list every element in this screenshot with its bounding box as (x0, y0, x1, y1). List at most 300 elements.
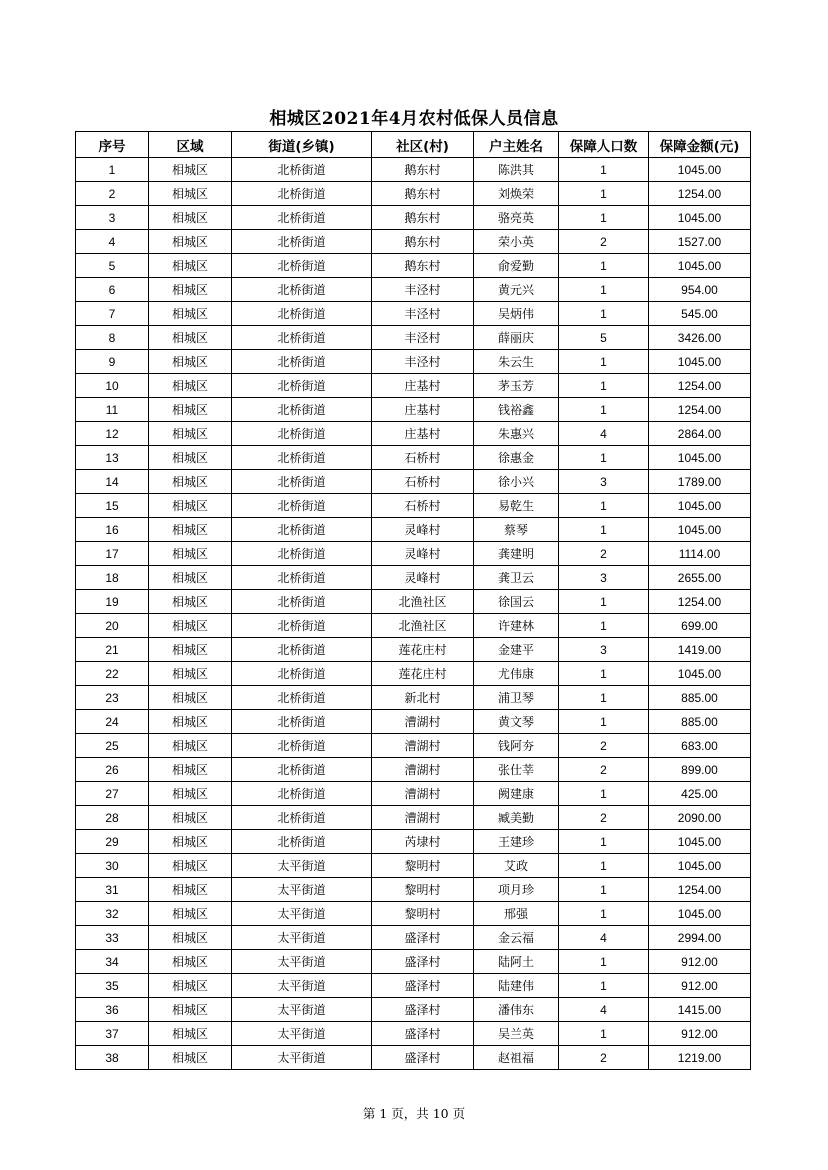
householder-cell: 钱裕鑫 (474, 398, 559, 422)
amount-cell: 1045.00 (649, 518, 751, 542)
column-header-amount: 保障金额(元) (649, 132, 751, 158)
covered-persons-cell: 2 (559, 542, 649, 566)
householder-cell: 蔡琴 (474, 518, 559, 542)
subdistrict-cell: 北桥街道 (232, 614, 372, 638)
covered-persons-cell: 4 (559, 422, 649, 446)
amount-cell: 954.00 (649, 278, 751, 302)
community-cell: 灵峰村 (372, 518, 474, 542)
table-row (76, 494, 751, 518)
householder-cell: 黄文琴 (474, 710, 559, 734)
subdistrict-cell: 北桥街道 (232, 326, 372, 350)
table-row (76, 1046, 751, 1070)
householder-cell: 易乾生 (474, 494, 559, 518)
subdistrict-cell: 北桥街道 (232, 350, 372, 374)
householder-cell: 陈洪其 (474, 158, 559, 182)
covered-persons-cell: 1 (559, 182, 649, 206)
householder-cell: 吴炳伟 (474, 302, 559, 326)
covered-persons-cell: 1 (559, 206, 649, 230)
community-cell: 莲花庄村 (372, 662, 474, 686)
householder-cell: 张仕莘 (474, 758, 559, 782)
table-row (76, 950, 751, 974)
community-cell: 盛泽村 (372, 1022, 474, 1046)
amount-cell: 2864.00 (649, 422, 751, 446)
community-cell: 石桥村 (372, 446, 474, 470)
subsistence-roster-table (75, 131, 751, 1070)
serial-cell: 33 (76, 926, 149, 950)
householder-cell: 陆建伟 (474, 974, 559, 998)
subdistrict-cell: 北桥街道 (232, 254, 372, 278)
covered-persons-cell: 1 (559, 878, 649, 902)
serial-cell: 37 (76, 1022, 149, 1046)
amount-cell: 1114.00 (649, 542, 751, 566)
serial-cell: 19 (76, 590, 149, 614)
serial-cell: 36 (76, 998, 149, 1022)
amount-cell: 1415.00 (649, 998, 751, 1022)
community-cell: 漕湖村 (372, 806, 474, 830)
subdistrict-cell: 北桥街道 (232, 398, 372, 422)
covered-persons-cell: 1 (559, 902, 649, 926)
serial-cell: 13 (76, 446, 149, 470)
serial-cell: 4 (76, 230, 149, 254)
householder-cell: 茅玉芳 (474, 374, 559, 398)
district-cell: 相城区 (149, 350, 232, 374)
amount-cell: 1045.00 (649, 206, 751, 230)
householder-cell: 朱惠兴 (474, 422, 559, 446)
covered-persons-cell: 1 (559, 590, 649, 614)
community-cell: 黎明村 (372, 902, 474, 926)
serial-cell: 20 (76, 614, 149, 638)
subdistrict-cell: 北桥街道 (232, 566, 372, 590)
district-cell: 相城区 (149, 974, 232, 998)
table-row (76, 158, 751, 182)
community-cell: 丰泾村 (372, 302, 474, 326)
table-row (76, 326, 751, 350)
covered-persons-cell: 1 (559, 398, 649, 422)
table-row (76, 470, 751, 494)
householder-cell: 金建平 (474, 638, 559, 662)
amount-cell: 1789.00 (649, 470, 751, 494)
table-row (76, 206, 751, 230)
district-cell: 相城区 (149, 590, 232, 614)
subdistrict-cell: 北桥街道 (232, 686, 372, 710)
district-cell: 相城区 (149, 638, 232, 662)
serial-cell: 9 (76, 350, 149, 374)
column-header-serial: 序号 (76, 132, 149, 158)
community-cell: 黎明村 (372, 878, 474, 902)
district-cell: 相城区 (149, 614, 232, 638)
covered-persons-cell: 2 (559, 1046, 649, 1070)
district-cell: 相城区 (149, 710, 232, 734)
serial-cell: 17 (76, 542, 149, 566)
serial-cell: 24 (76, 710, 149, 734)
column-header-community: 社区(村) (372, 132, 474, 158)
subdistrict-cell: 北桥街道 (232, 830, 372, 854)
serial-cell: 27 (76, 782, 149, 806)
district-cell: 相城区 (149, 494, 232, 518)
serial-cell: 8 (76, 326, 149, 350)
district-cell: 相城区 (149, 302, 232, 326)
district-cell: 相城区 (149, 686, 232, 710)
community-cell: 鹅东村 (372, 230, 474, 254)
community-cell: 丰泾村 (372, 278, 474, 302)
subdistrict-cell: 北桥街道 (232, 494, 372, 518)
subdistrict-cell: 北桥街道 (232, 182, 372, 206)
table-row (76, 302, 751, 326)
community-cell: 鹅东村 (372, 206, 474, 230)
amount-cell: 425.00 (649, 782, 751, 806)
householder-cell: 钱阿夯 (474, 734, 559, 758)
covered-persons-cell: 1 (559, 518, 649, 542)
amount-cell: 885.00 (649, 686, 751, 710)
covered-persons-cell: 1 (559, 158, 649, 182)
amount-cell: 3426.00 (649, 326, 751, 350)
amount-cell: 1527.00 (649, 230, 751, 254)
column-header-subdistrict: 街道(乡镇) (232, 132, 372, 158)
covered-persons-cell: 1 (559, 278, 649, 302)
serial-cell: 3 (76, 206, 149, 230)
subdistrict-cell: 北桥街道 (232, 158, 372, 182)
householder-cell: 阙建康 (474, 782, 559, 806)
table-row (76, 734, 751, 758)
district-cell: 相城区 (149, 734, 232, 758)
community-cell: 漕湖村 (372, 710, 474, 734)
amount-cell: 699.00 (649, 614, 751, 638)
district-cell: 相城区 (149, 230, 232, 254)
householder-cell: 艾政 (474, 854, 559, 878)
district-cell: 相城区 (149, 1046, 232, 1070)
covered-persons-cell: 2 (559, 758, 649, 782)
householder-cell: 邢强 (474, 902, 559, 926)
serial-cell: 2 (76, 182, 149, 206)
table-row (76, 230, 751, 254)
table-row (76, 878, 751, 902)
covered-persons-cell: 1 (559, 494, 649, 518)
subdistrict-cell: 太平街道 (232, 854, 372, 878)
householder-cell: 潘伟东 (474, 998, 559, 1022)
district-cell: 相城区 (149, 998, 232, 1022)
table-header-row (76, 132, 751, 158)
householder-cell: 许建林 (474, 614, 559, 638)
covered-persons-cell: 1 (559, 950, 649, 974)
subdistrict-cell: 北桥街道 (232, 422, 372, 446)
table-row (76, 686, 751, 710)
subdistrict-cell: 北桥街道 (232, 374, 372, 398)
covered-persons-cell: 1 (559, 662, 649, 686)
amount-cell: 1219.00 (649, 1046, 751, 1070)
subdistrict-cell: 太平街道 (232, 926, 372, 950)
householder-cell: 金云福 (474, 926, 559, 950)
community-cell: 灵峰村 (372, 542, 474, 566)
householder-cell: 俞爱勤 (474, 254, 559, 278)
householder-cell: 刘焕荣 (474, 182, 559, 206)
amount-cell: 1045.00 (649, 830, 751, 854)
serial-cell: 38 (76, 1046, 149, 1070)
subdistrict-cell: 太平街道 (232, 950, 372, 974)
covered-persons-cell: 1 (559, 710, 649, 734)
serial-cell: 16 (76, 518, 149, 542)
serial-cell: 10 (76, 374, 149, 398)
serial-cell: 28 (76, 806, 149, 830)
covered-persons-cell: 1 (559, 302, 649, 326)
subdistrict-cell: 北桥街道 (232, 758, 372, 782)
table-row (76, 446, 751, 470)
community-cell: 北渔社区 (372, 590, 474, 614)
table-row (76, 542, 751, 566)
district-cell: 相城区 (149, 662, 232, 686)
householder-cell: 徐国云 (474, 590, 559, 614)
table-row (76, 518, 751, 542)
covered-persons-cell: 1 (559, 350, 649, 374)
community-cell: 庄基村 (372, 374, 474, 398)
subdistrict-cell: 北桥街道 (232, 278, 372, 302)
community-cell: 丰泾村 (372, 326, 474, 350)
covered-persons-cell: 3 (559, 566, 649, 590)
table-row (76, 806, 751, 830)
community-cell: 新北村 (372, 686, 474, 710)
amount-cell: 2655.00 (649, 566, 751, 590)
amount-cell: 899.00 (649, 758, 751, 782)
district-cell: 相城区 (149, 398, 232, 422)
householder-cell: 徐惠金 (474, 446, 559, 470)
covered-persons-cell: 1 (559, 254, 649, 278)
subdistrict-cell: 北桥街道 (232, 542, 372, 566)
community-cell: 庄基村 (372, 422, 474, 446)
district-cell: 相城区 (149, 518, 232, 542)
serial-cell: 14 (76, 470, 149, 494)
subdistrict-cell: 太平街道 (232, 1046, 372, 1070)
table-row (76, 710, 751, 734)
serial-cell: 7 (76, 302, 149, 326)
subdistrict-cell: 北桥街道 (232, 302, 372, 326)
householder-cell: 徐小兴 (474, 470, 559, 494)
serial-cell: 15 (76, 494, 149, 518)
householder-cell: 陆阿土 (474, 950, 559, 974)
subdistrict-cell: 太平街道 (232, 878, 372, 902)
subdistrict-cell: 太平街道 (232, 974, 372, 998)
householder-cell: 项月珍 (474, 878, 559, 902)
amount-cell: 1254.00 (649, 182, 751, 206)
householder-cell: 龚卫云 (474, 566, 559, 590)
table-row (76, 350, 751, 374)
covered-persons-cell: 1 (559, 686, 649, 710)
amount-cell: 1045.00 (649, 854, 751, 878)
district-cell: 相城区 (149, 182, 232, 206)
covered-persons-cell: 1 (559, 1022, 649, 1046)
serial-cell: 26 (76, 758, 149, 782)
serial-cell: 22 (76, 662, 149, 686)
amount-cell: 1254.00 (649, 398, 751, 422)
serial-cell: 1 (76, 158, 149, 182)
amount-cell: 1045.00 (649, 902, 751, 926)
amount-cell: 545.00 (649, 302, 751, 326)
amount-cell: 2090.00 (649, 806, 751, 830)
district-cell: 相城区 (149, 374, 232, 398)
householder-cell: 吴兰英 (474, 1022, 559, 1046)
covered-persons-cell: 1 (559, 854, 649, 878)
community-cell: 灵峰村 (372, 566, 474, 590)
district-cell: 相城区 (149, 1022, 232, 1046)
community-cell: 石桥村 (372, 494, 474, 518)
district-cell: 相城区 (149, 470, 232, 494)
table-row (76, 998, 751, 1022)
amount-cell: 1254.00 (649, 878, 751, 902)
district-cell: 相城区 (149, 542, 232, 566)
covered-persons-cell: 1 (559, 374, 649, 398)
table-row (76, 422, 751, 446)
householder-cell: 臧美勤 (474, 806, 559, 830)
subdistrict-cell: 北桥街道 (232, 470, 372, 494)
table-row (76, 902, 751, 926)
serial-cell: 31 (76, 878, 149, 902)
subdistrict-cell: 北桥街道 (232, 518, 372, 542)
community-cell: 鹅东村 (372, 254, 474, 278)
table-row (76, 566, 751, 590)
table-row (76, 1022, 751, 1046)
column-header-covered-persons: 保障人口数 (559, 132, 649, 158)
covered-persons-cell: 2 (559, 734, 649, 758)
district-cell: 相城区 (149, 158, 232, 182)
householder-cell: 龚建明 (474, 542, 559, 566)
table-row (76, 254, 751, 278)
householder-cell: 薛丽庆 (474, 326, 559, 350)
householder-cell: 黄元兴 (474, 278, 559, 302)
covered-persons-cell: 1 (559, 446, 649, 470)
subdistrict-cell: 北桥街道 (232, 590, 372, 614)
table-row (76, 398, 751, 422)
amount-cell: 885.00 (649, 710, 751, 734)
district-cell: 相城区 (149, 422, 232, 446)
subdistrict-cell: 北桥街道 (232, 638, 372, 662)
district-cell: 相城区 (149, 326, 232, 350)
serial-cell: 6 (76, 278, 149, 302)
subdistrict-cell: 北桥街道 (232, 206, 372, 230)
serial-cell: 25 (76, 734, 149, 758)
district-cell: 相城区 (149, 926, 232, 950)
serial-cell: 34 (76, 950, 149, 974)
serial-cell: 11 (76, 398, 149, 422)
covered-persons-cell: 3 (559, 470, 649, 494)
covered-persons-cell: 4 (559, 926, 649, 950)
serial-cell: 5 (76, 254, 149, 278)
serial-cell: 35 (76, 974, 149, 998)
community-cell: 漕湖村 (372, 734, 474, 758)
table-row (76, 974, 751, 998)
covered-persons-cell: 1 (559, 974, 649, 998)
covered-persons-cell: 2 (559, 806, 649, 830)
householder-cell: 骆亮英 (474, 206, 559, 230)
subdistrict-cell: 北桥街道 (232, 782, 372, 806)
serial-cell: 12 (76, 422, 149, 446)
householder-cell: 尤伟康 (474, 662, 559, 686)
district-cell: 相城区 (149, 446, 232, 470)
amount-cell: 1254.00 (649, 374, 751, 398)
amount-cell: 912.00 (649, 974, 751, 998)
covered-persons-cell: 3 (559, 638, 649, 662)
householder-cell: 浦卫琴 (474, 686, 559, 710)
community-cell: 丰泾村 (372, 350, 474, 374)
amount-cell: 1045.00 (649, 254, 751, 278)
amount-cell: 1045.00 (649, 662, 751, 686)
serial-cell: 30 (76, 854, 149, 878)
table-row (76, 374, 751, 398)
column-header-district: 区域 (149, 132, 232, 158)
covered-persons-cell: 5 (559, 326, 649, 350)
district-cell: 相城区 (149, 902, 232, 926)
amount-cell: 1045.00 (649, 350, 751, 374)
community-cell: 庄基村 (372, 398, 474, 422)
district-cell: 相城区 (149, 254, 232, 278)
amount-cell: 912.00 (649, 1022, 751, 1046)
subdistrict-cell: 北桥街道 (232, 446, 372, 470)
serial-cell: 32 (76, 902, 149, 926)
serial-cell: 23 (76, 686, 149, 710)
district-cell: 相城区 (149, 782, 232, 806)
amount-cell: 1045.00 (649, 446, 751, 470)
community-cell: 盛泽村 (372, 1046, 474, 1070)
table-row (76, 590, 751, 614)
subdistrict-cell: 北桥街道 (232, 662, 372, 686)
householder-cell: 赵祖福 (474, 1046, 559, 1070)
serial-cell: 18 (76, 566, 149, 590)
district-cell: 相城区 (149, 854, 232, 878)
district-cell: 相城区 (149, 758, 232, 782)
amount-cell: 683.00 (649, 734, 751, 758)
district-cell: 相城区 (149, 566, 232, 590)
householder-cell: 朱云生 (474, 350, 559, 374)
community-cell: 鹅东村 (372, 158, 474, 182)
covered-persons-cell: 1 (559, 830, 649, 854)
column-header-householder: 户主姓名 (474, 132, 559, 158)
community-cell: 漕湖村 (372, 782, 474, 806)
table-row (76, 662, 751, 686)
table-row (76, 614, 751, 638)
page-title: 相城区2021年4月农村低保人员信息 (269, 109, 559, 129)
subdistrict-cell: 太平街道 (232, 1022, 372, 1046)
subdistrict-cell: 太平街道 (232, 902, 372, 926)
subdistrict-cell: 太平街道 (232, 998, 372, 1022)
community-cell: 盛泽村 (372, 998, 474, 1022)
community-cell: 盛泽村 (372, 974, 474, 998)
table-body (76, 158, 751, 1070)
community-cell: 漕湖村 (372, 758, 474, 782)
covered-persons-cell: 1 (559, 614, 649, 638)
householder-cell: 荣小英 (474, 230, 559, 254)
district-cell: 相城区 (149, 206, 232, 230)
district-cell: 相城区 (149, 806, 232, 830)
subdistrict-cell: 北桥街道 (232, 710, 372, 734)
district-cell: 相城区 (149, 878, 232, 902)
table-row (76, 854, 751, 878)
community-cell: 北渔社区 (372, 614, 474, 638)
serial-cell: 29 (76, 830, 149, 854)
covered-persons-cell: 2 (559, 230, 649, 254)
table-row (76, 830, 751, 854)
table-row (76, 638, 751, 662)
amount-cell: 1419.00 (649, 638, 751, 662)
subdistrict-cell: 北桥街道 (232, 806, 372, 830)
community-cell: 莲花庄村 (372, 638, 474, 662)
serial-cell: 21 (76, 638, 149, 662)
covered-persons-cell: 4 (559, 998, 649, 1022)
table-row (76, 182, 751, 206)
subdistrict-cell: 北桥街道 (232, 734, 372, 758)
community-cell: 盛泽村 (372, 926, 474, 950)
page-footer: 第 1 页，共 10 页 (362, 1106, 466, 1121)
table-row (76, 782, 751, 806)
table-row (76, 926, 751, 950)
community-cell: 盛泽村 (372, 950, 474, 974)
covered-persons-cell: 1 (559, 782, 649, 806)
